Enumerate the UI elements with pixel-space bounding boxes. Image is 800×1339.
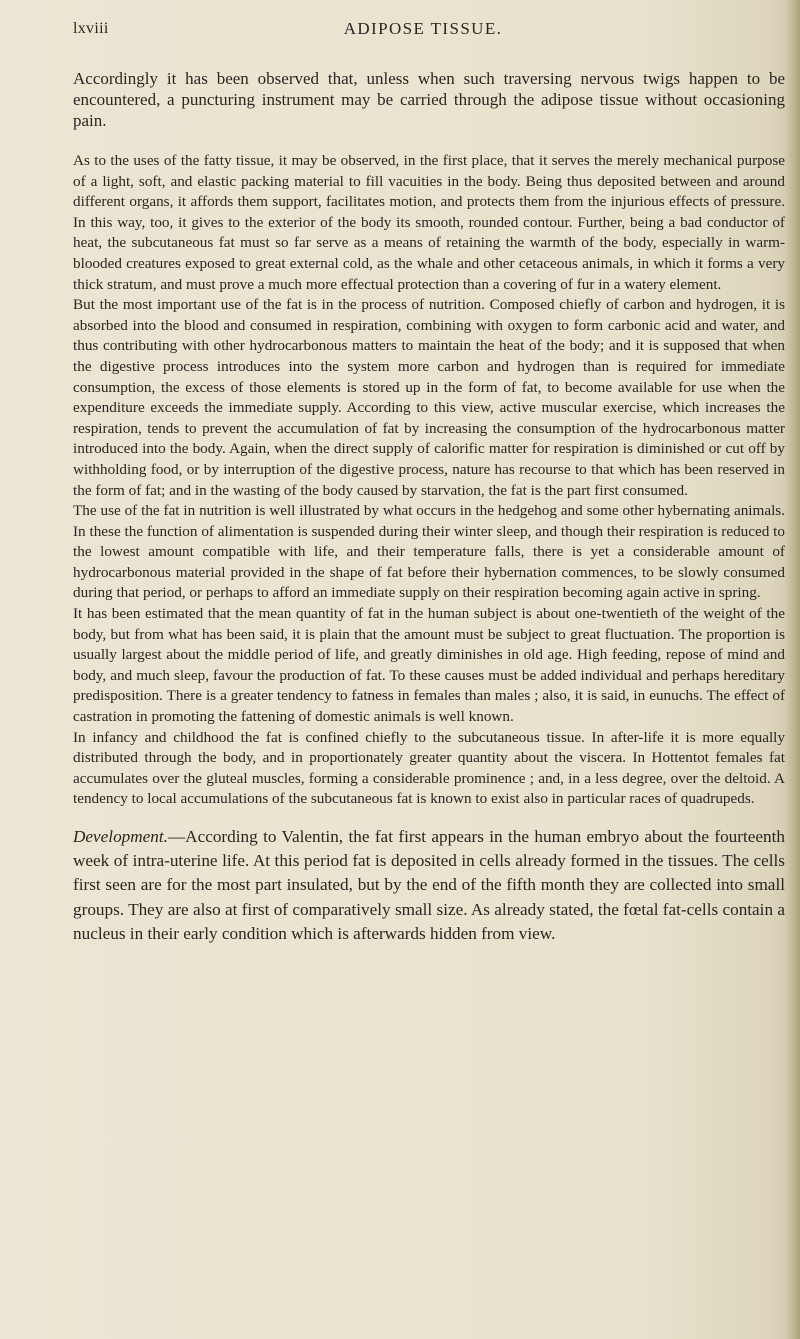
body-text bbox=[73, 68, 785, 946]
paragraph-5: It has been estimated that the mean quantity of fat in the human subject is about one-twentieth of the weight of the body, but from what has been said, it is plain that the amount must be subject to great fluctuation. The proportion is usually largest about the middle period of life, and greatly diminishes in old age. High feeding, repose of mind and body, and much sleep, favour the production of fat. To these causes must be added individual and perhaps hereditary predisposition. There is a greater tendency to fatness in females than males ; also, it is said, in eunuchs. The effect of castration in promoting the fattening of domestic animals is well known. bbox=[73, 605, 785, 726]
page-header bbox=[73, 14, 713, 44]
development-heading: Development. bbox=[73, 827, 168, 846]
paragraph-4: The use of the fat in nutrition is well illustrated by what occurs in the hedgehog and some other hybernating animals. In these the function of alimentation is suspended during their winter sleep, and though their respiration is reduced to the lowest amount compatible with life, and their temperature falls, there is yet a considerable amount of hydrocarbonous material provided in the shape of fat before their hybernation commences, to be slowly consumed during that period, or perhaps to afford an immediate supply on their respiration becoming again active in spring. bbox=[73, 502, 785, 602]
small-print-section bbox=[73, 151, 785, 810]
page-number: lxviii bbox=[73, 20, 109, 37]
development-text: —According to Valentin, the fat first appears in the human embryo about the fourteenth week of intra-uterine life. At this period fat is deposited in cells already formed in the tissues. The cells first seen are for the most part insulated, but by the end of the fifth month they are collected into small groups. They are also at first of comparatively small size. As already stated, the fœtal fat-cells contain a nucleus in their early condition which is afterwards hidden from view. bbox=[73, 827, 785, 943]
development-paragraph bbox=[73, 825, 785, 946]
paragraph-6: In infancy and childhood the fat is confined chiefly to the subcutaneous tissue. In after-life it is more equally distributed through the body, and in proportionately greater quantity about the viscera. In Hottentot females fat accumulates over the gluteal muscles, forming a considerable prominence ; and, in a less degree, over the deltoid. A tendency to local accumulations of the subcutaneous fat is known to exist also in particular races of quadrupeds. bbox=[73, 728, 785, 808]
running-head: ADIPOSE TISSUE. bbox=[343, 19, 503, 38]
paragraph-1: Accordingly it has been observed that, unless when such traversing nervous twigs happen to be encountered, a puncturing instrument may be carried through the adipose tissue without occasioning pain. bbox=[73, 69, 785, 130]
page-edge bbox=[784, 0, 800, 1339]
paragraph-3: But the most important use of the fat is in the process of nutrition. Composed chiefly of carbon and hydrogen, it is absorbed into the blood and consumed in respiration, combining with oxygen to form carbonic acid and water, and thus contributing with other hydrocarbonous matters to maintain the heat of the body; and it is supposed that when the digestive process introduces into the system more carbon and hydrogen than is required for immediate consumption, the excess of those elements is stored up in the form of fat, to become available for use when the expenditure exceeds the immediate supply. According to this view, active muscular exercise, which increases the respiration, tends to prevent the accumulation of fat by increasing the consumption of the hydrocarbonous matter introduced into the body. Again, when the direct supply of calorific matter for respiration is diminished or cut off by withholding food, or by interruption of the digestive process, nature has recourse to that which has been reserved in the form of fat; and in the wasting of the body caused by starvation, the fat is the part first consumed. bbox=[73, 296, 785, 499]
paragraph-2: As to the uses of the fatty tissue, it may be observed, in the first place, that it serves the merely mechanical purpose of a light, soft, and elastic packing material to fill vacuities in the body. Being thus deposited between and around different organs, it affords them support, facilitates motion, and protects them from the injurious effects of pressure. In this way, too, it gives to the exterior of the body its smooth, rounded contour. Further, being a bad conductor of heat, the subcutaneous fat must so far serve as a means of retaining the warmth of the body, especially in warm-blooded creatures exposed to great external cold, as the whale and other cetaceous animals, in which it forms a very thick stratum, and must prove a much more effectual protection than a covering of fur in a watery element. bbox=[73, 152, 785, 293]
